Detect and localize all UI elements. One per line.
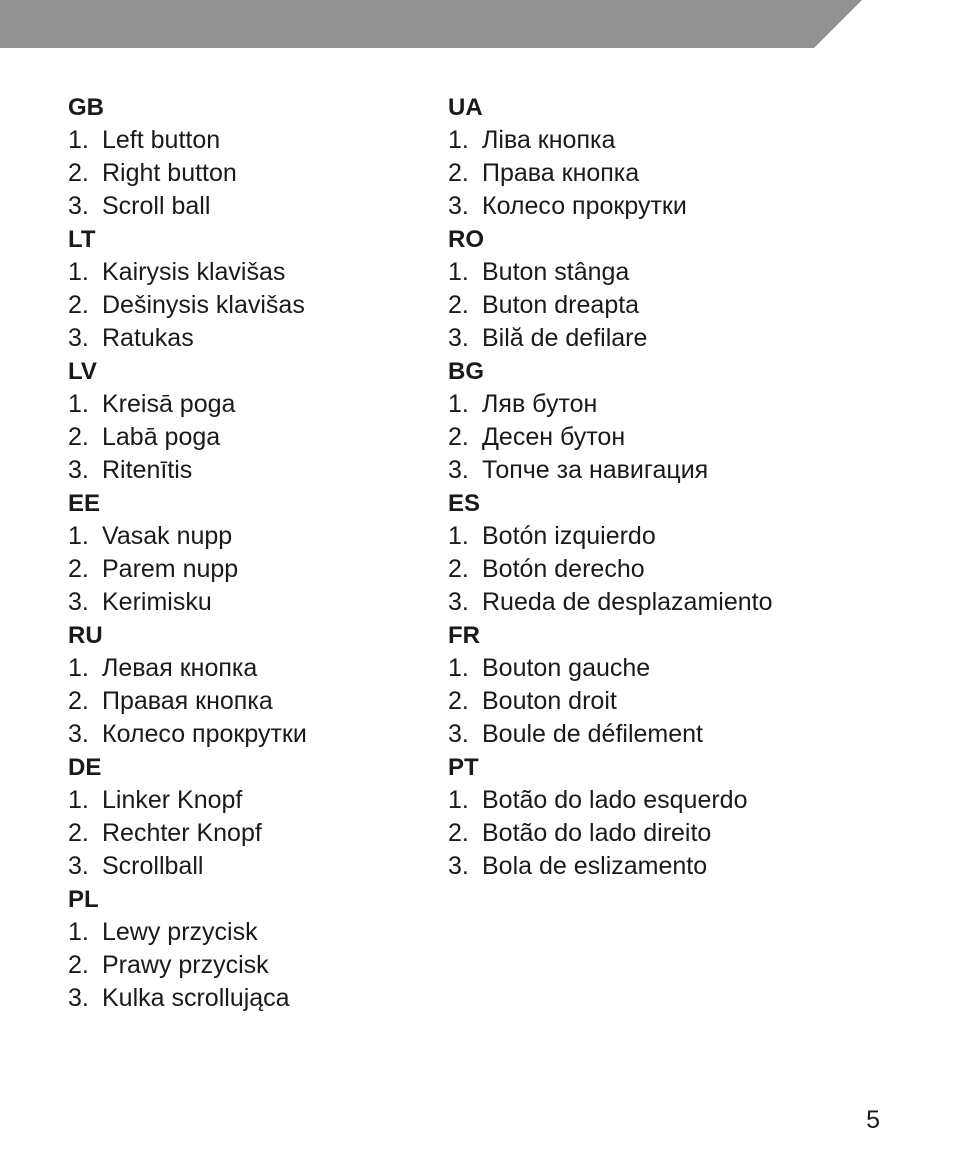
language-code-lt: LT [68,226,96,253]
list-item [68,421,307,454]
item-number: 2. [448,291,469,319]
language-code-bg: BG [448,358,484,385]
item-number: 3. [448,324,469,352]
item-label: Права кнопка [482,159,640,187]
item-number: 3. [68,720,89,748]
item-label: Rueda de desplazamiento [482,588,773,616]
list-item [448,454,772,487]
list-item [448,586,772,619]
item-label: Ляв бутон [482,390,598,418]
item-label: Boule de défilement [482,720,703,748]
list-item [448,520,772,553]
list-item [448,289,772,322]
item-number: 3. [448,456,469,484]
language-code-ua: UA [448,94,483,121]
list-item [448,157,772,190]
item-number: 1. [448,522,469,550]
item-number: 3. [68,456,89,484]
item-number: 1. [448,258,469,286]
list-item [448,784,772,817]
item-label: Labā poga [102,423,221,451]
list-item [68,256,307,289]
item-label: Bilă de defilare [482,324,648,352]
item-number: 1. [448,786,469,814]
list-item [448,124,772,157]
list-item [68,190,307,223]
list-item [448,718,772,751]
item-number: 2. [448,423,469,451]
item-label: Колесо прокрутки [482,192,687,220]
item-number: 1. [68,654,89,682]
item-label: Ratukas [102,324,194,352]
item-label: Kairysis klavišas [102,258,286,286]
item-number: 3. [68,852,89,880]
item-number: 3. [448,192,469,220]
list-item [448,256,772,289]
item-number: 3. [68,588,89,616]
item-label: Buton dreapta [482,291,640,319]
list-item [68,322,307,355]
language-code-ru: RU [68,622,103,649]
item-number: 1. [68,258,89,286]
item-label: Ritenītis [102,456,193,484]
language-code-pt: PT [448,754,479,781]
language-code-gb: GB [68,94,104,121]
language-code-ro: RO [448,226,484,253]
list-item [68,586,307,619]
item-label: Колесо прокрутки [102,720,307,748]
list-item [68,124,307,157]
list-item [448,421,772,454]
item-label: Kulka scrollująca [102,984,290,1012]
item-number: 2. [448,819,469,847]
item-label: Bouton droit [482,687,617,715]
item-label: Bouton gauche [482,654,651,682]
item-label: Vasak nupp [102,522,233,550]
item-label: Buton stânga [482,258,630,286]
list-item [68,454,307,487]
left-column [68,91,307,1015]
list-item [68,718,307,751]
item-number: 1. [448,654,469,682]
item-number: 1. [448,126,469,154]
item-label: Ліва кнопка [482,126,616,154]
item-label: Linker Knopf [102,786,243,814]
list-item [68,652,307,685]
item-label: Prawy przycisk [102,951,269,979]
item-label: Botão do lado direito [482,819,712,847]
item-number: 2. [68,291,89,319]
list-item [448,652,772,685]
item-label: Right button [102,159,237,187]
item-number: 1. [68,786,89,814]
item-label: Scroll ball [102,192,211,220]
list-item [68,553,307,586]
list-item [68,520,307,553]
item-number: 3. [448,588,469,616]
item-label: Kreisā poga [102,390,236,418]
right-column [448,91,772,883]
item-number: 2. [448,555,469,583]
list-item [448,388,772,421]
item-label: Bola de eslizamento [482,852,708,880]
list-item [448,817,772,850]
item-number: 3. [68,192,89,220]
list-item [68,685,307,718]
item-number: 1. [68,390,89,418]
item-number: 1. [68,126,89,154]
item-number: 3. [68,324,89,352]
item-number: 2. [68,555,89,583]
list-item [448,553,772,586]
page-number: 5 [866,1106,880,1134]
item-label: Dešinysis klavišas [102,291,305,319]
language-code-lv: LV [68,358,97,385]
header-band-shape [0,0,954,48]
item-number: 3. [68,984,89,1012]
item-label: Scrollball [102,852,204,880]
item-number: 2. [68,423,89,451]
list-item [68,388,307,421]
item-number: 1. [68,918,89,946]
item-number: 2. [68,951,89,979]
list-item [448,850,772,883]
language-code-es: ES [448,490,481,517]
list-item [68,784,307,817]
item-label: Топче за навигация [482,456,709,484]
list-item [68,289,307,322]
item-label: Lewy przycisk [102,918,258,946]
list-item [68,817,307,850]
item-number: 3. [448,720,469,748]
list-item [68,949,307,982]
list-item [448,685,772,718]
item-label: Десен бутон [482,423,626,451]
item-label: Parem nupp [102,555,239,583]
language-code-fr: FR [448,622,480,649]
item-number: 3. [448,852,469,880]
item-number: 1. [68,522,89,550]
language-code-ee: EE [68,490,101,517]
list-item [448,322,772,355]
header-band [0,0,954,48]
item-number: 1. [448,390,469,418]
list-item [448,190,772,223]
item-label: Botón derecho [482,555,645,583]
item-label: Left button [102,126,221,154]
list-item [68,916,307,949]
item-number: 2. [68,687,89,715]
item-number: 2. [448,159,469,187]
item-label: Botão do lado esquerdo [482,786,748,814]
item-label: Правая кнопка [102,687,273,715]
list-item [68,157,307,190]
item-label: Rechter Knopf [102,819,262,847]
list-item [68,850,307,883]
item-number: 2. [68,159,89,187]
list-item [68,982,307,1015]
item-label: Левая кнопка [102,654,258,682]
language-code-de: DE [68,754,102,781]
item-label: Kerimisku [102,588,212,616]
item-number: 2. [448,687,469,715]
item-number: 2. [68,819,89,847]
item-label: Botón izquierdo [482,522,656,550]
language-code-pl: PL [68,886,99,913]
